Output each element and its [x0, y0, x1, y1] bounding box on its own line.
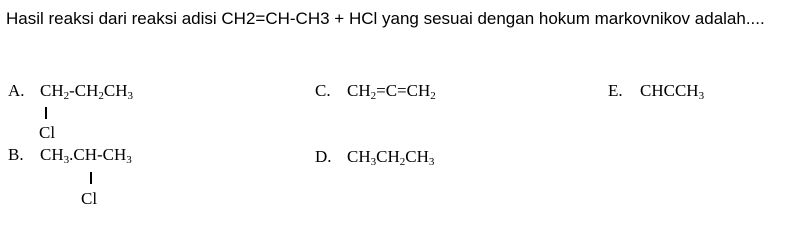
- option-e[interactable]: [608, 81, 704, 101]
- question-text: Hasil reaksi dari reaksi adisi CH2=CH-CH3 + HCl yang sesuai dengan hokum markovnikov adalah....: [6, 9, 765, 28]
- option-b-formula: $CH_3.CH-CH_3$: [40, 145, 132, 166]
- option-b[interactable]: [8, 145, 132, 165]
- option-e-formula: $CHCCH_3$: [640, 81, 705, 102]
- option-d[interactable]: [315, 147, 434, 167]
- option-b-bond-line: [90, 172, 92, 184]
- option-b-substituent: Cl: [81, 189, 98, 208]
- option-a-formula: $CH_2-CH_2CH_3$: [40, 81, 134, 102]
- option-b-letter: B.: [8, 145, 24, 164]
- option-c[interactable]: [315, 81, 436, 101]
- option-a-substituent: Cl: [39, 123, 56, 142]
- option-a-letter: A.: [8, 81, 25, 100]
- option-a[interactable]: [8, 81, 133, 101]
- option-d-formula: $CH_3CH_2CH_3$: [347, 147, 435, 168]
- option-c-formula: $CH_2=C=CH_2$: [347, 81, 436, 102]
- option-e-letter: E.: [608, 81, 623, 100]
- option-d-letter: D.: [315, 147, 332, 166]
- option-c-letter: C.: [315, 81, 331, 100]
- option-a-bond-line: [45, 107, 47, 119]
